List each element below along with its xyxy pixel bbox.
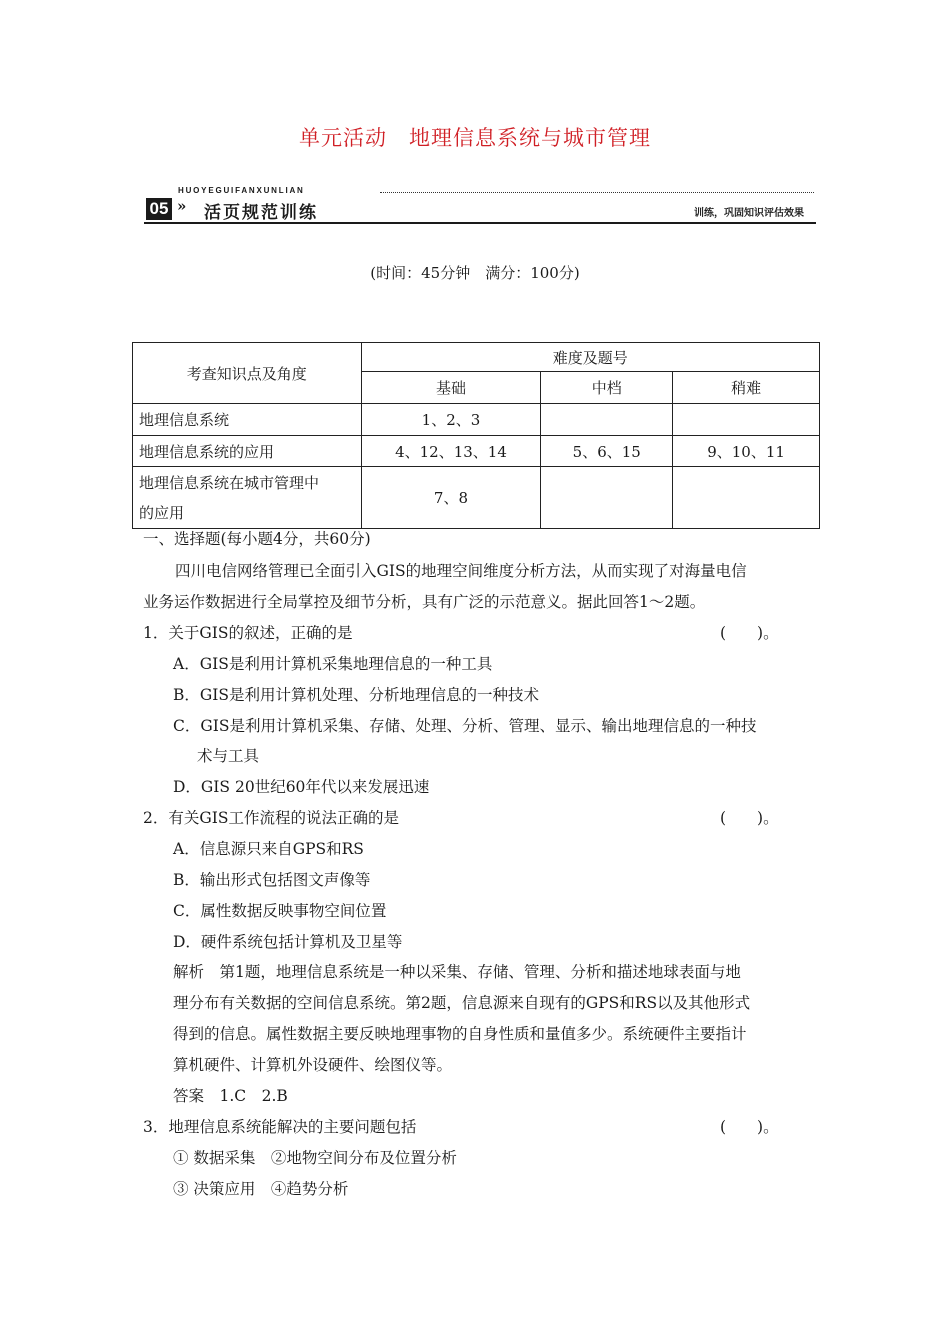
row-topic: 地理信息系统在城市管理中 的应用	[133, 467, 362, 529]
row-basic: 4、12、13、14	[361, 436, 541, 467]
knowledge-table	[132, 342, 820, 529]
banner-tagline: 训练，巩固知识评估效果	[694, 208, 804, 219]
option-d: D．GIS 20世纪60年代以来发展迅速	[173, 778, 430, 796]
banner-underline	[144, 222, 816, 224]
analysis-text: 理分布有关数据的空间信息系统。第2题，信息源来自现有的GPS和RS以及其他形式	[173, 994, 751, 1012]
option-b: B．GIS是利用计算机处理、分析地理信息的一种技术	[173, 686, 540, 704]
page-title: 单元活动 地理信息系统与城市管理	[299, 126, 651, 150]
section-banner	[144, 183, 816, 227]
row-medium	[541, 467, 673, 529]
answer-blank: ( )。	[720, 624, 779, 642]
banner-number: 05	[146, 198, 172, 220]
row-basic: 1、2、3	[361, 404, 541, 436]
row-basic: 7、8	[361, 467, 541, 529]
option-line: ① 数据采集 ②地物空间分布及位置分析	[173, 1149, 457, 1167]
row-hard: 9、10、11	[673, 436, 820, 467]
row-hard	[673, 404, 820, 436]
banner-dotted-rule	[380, 192, 814, 193]
analysis-text: 算机硬件、计算机外设硬件、绘图仪等。	[173, 1056, 453, 1074]
table-row	[133, 467, 820, 529]
row-medium	[541, 404, 673, 436]
question-stem: 3．地理信息系统能解决的主要问题包括	[143, 1118, 417, 1136]
row-hard	[673, 467, 820, 529]
option-c-cont: 术与工具	[197, 747, 260, 765]
double-chevron-icon: »	[177, 197, 187, 215]
answer-text: 答案 1.C 2.B	[173, 1087, 288, 1105]
option-c: C．GIS是利用计算机采集、存储、处理、分析、管理、显示、输出地理信息的一种技	[173, 717, 757, 735]
question-stem: 1．关于GIS的叙述，正确的是	[143, 624, 353, 642]
option-c: C．属性数据反映事物空间位置	[173, 902, 387, 920]
header-topic: 考查知识点及角度	[133, 343, 362, 404]
option-b: B．输出形式包括图文声像等	[173, 871, 371, 889]
time-info: (时间：45分钟 满分：100分)	[370, 264, 580, 282]
option-a: A．信息源只来自GPS和RS	[173, 840, 364, 858]
row-medium: 5、6、15	[541, 436, 673, 467]
header-difficulty: 难度及题号	[361, 343, 819, 372]
table-row	[133, 436, 820, 467]
answer-blank: ( )。	[720, 809, 779, 827]
row-topic: 地理信息系统的应用	[133, 436, 362, 467]
header-basic: 基础	[361, 372, 541, 404]
analysis-text: 得到的信息。属性数据主要反映地理事物的自身性质和量值多少。系统硬件主要指计	[173, 1025, 747, 1043]
header-medium: 中档	[541, 372, 673, 404]
banner-pinyin: HUOYEGUIFANXUNLIAN	[178, 186, 305, 195]
section-heading: 一、选择题(每小题4分，共60分)	[143, 530, 371, 548]
intro-text: 四川电信网络管理已全面引入GIS的地理空间维度分析方法，从而实现了对海量电信	[175, 562, 747, 580]
row-topic: 地理信息系统	[133, 404, 362, 436]
intro-text: 业务运作数据进行全局掌控及细节分析，具有广泛的示范意义。据此回答1～2题。	[143, 593, 706, 611]
answer-blank: ( )。	[720, 1118, 779, 1136]
question-stem: 2．有关GIS工作流程的说法正确的是	[143, 809, 399, 827]
header-hard: 稍难	[673, 372, 820, 404]
option-a: A．GIS是利用计算机采集地理信息的一种工具	[173, 655, 493, 673]
analysis-text: 解析 第1题，地理信息系统是一种以采集、存储、管理、分析和描述地球表面与地	[173, 963, 741, 981]
option-line: ③ 决策应用 ④趋势分析	[173, 1180, 349, 1198]
option-d: D．硬件系统包括计算机及卫星等	[173, 933, 403, 951]
banner-name: 活页规范训练	[204, 203, 318, 223]
table-row	[133, 404, 820, 436]
